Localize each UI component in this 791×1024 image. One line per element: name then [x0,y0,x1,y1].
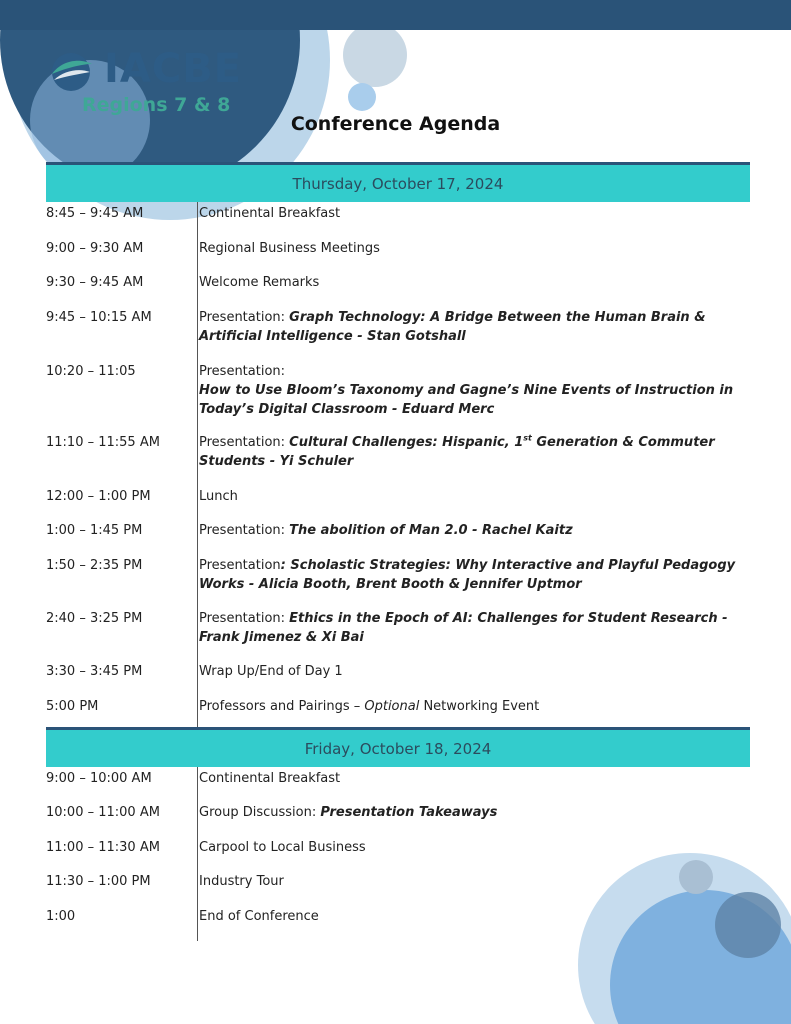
page-title: Conference Agenda [290,113,501,135]
column-divider [197,767,198,941]
agenda-time: 10:20 – 11:05 [46,364,136,379]
agenda-item: Presentation: How to Use Bloom’s Taxonomy and Gagne’s Nine Events of Instruction in Today’s Digital Classroom - Eduard Merc [199,364,734,417]
logo-name: IACBE [104,46,243,92]
agenda-item: Presentation: Graph Technology: A Bridge Between the Human Brain & Artificial Intelligence - Stan Gotshall [199,310,706,344]
agenda-item: Presentation: The abolition of Man 2.0 - Rachel Kaitz [199,523,573,538]
agenda-time: 9:30 – 9:45 AM [46,275,144,290]
day-header-friday: Friday, October 18, 2024 [46,727,750,767]
agenda-item: Regional Business Meetings [199,241,380,256]
agenda-time: 3:30 – 3:45 PM [46,664,143,679]
agenda-item: Presentation: Ethics in the Epoch of AI: Challenges for Student Research - Frank Jimenez & Xi Bai [199,611,728,645]
agenda-item: Carpool to Local Business [199,840,366,855]
agenda-item: End of Conference [199,909,319,924]
agenda-item: Lunch [199,489,238,504]
day-header-thursday: Thursday, October 17, 2024 [46,162,750,202]
agenda-item: Industry Tour [199,874,284,889]
agenda-item: Presentation: Cultural Challenges: Hispanic, 1st Generation & Commuter Students - Yi Schuler [199,433,715,469]
logo-subtitle: Regions 7 & 8 [82,94,231,116]
agenda-time: 11:00 – 11:30 AM [46,840,160,855]
agenda-time: 1:00 – 1:45 PM [46,523,143,538]
agenda-time: 1:00 [46,909,76,924]
agenda-item: Continental Breakfast [199,771,341,786]
column-divider [197,202,198,730]
agenda-time: 1:50 – 2:35 PM [46,558,143,573]
agenda-time: 9:00 – 9:30 AM [46,241,144,256]
agenda-item: Welcome Remarks [199,275,320,290]
agenda-item: Continental Breakfast [199,206,341,221]
top-bar [0,0,791,30]
agenda-item: Professors and Pairings – Optional Networking Event [199,699,540,714]
agenda-time: 9:00 – 10:00 AM [46,771,152,786]
agenda-time: 9:45 – 10:15 AM [46,310,152,325]
agenda-time: 11:30 – 1:00 PM [46,874,151,889]
agenda-item: Group Discussion: Presentation Takeaways [199,805,498,820]
agenda-time: 5:00 PM [46,699,99,714]
agenda-time: 2:40 – 3:25 PM [46,611,143,626]
agenda-time: 10:00 – 11:00 AM [46,805,160,820]
agenda-item: Wrap Up/End of Day 1 [199,664,343,679]
swoosh-logo-icon [48,52,94,92]
agenda-time: 11:10 – 11:55 AM [46,435,160,450]
agenda-item: Presentation: Scholastic Strategies: Why Interactive and Playful Pedagogy Works - Alicia Booth, Brent Booth & Jennifer Uptmor [199,558,736,592]
agenda-time: 8:45 – 9:45 AM [46,206,144,221]
agenda-time: 12:00 – 1:00 PM [46,489,151,504]
